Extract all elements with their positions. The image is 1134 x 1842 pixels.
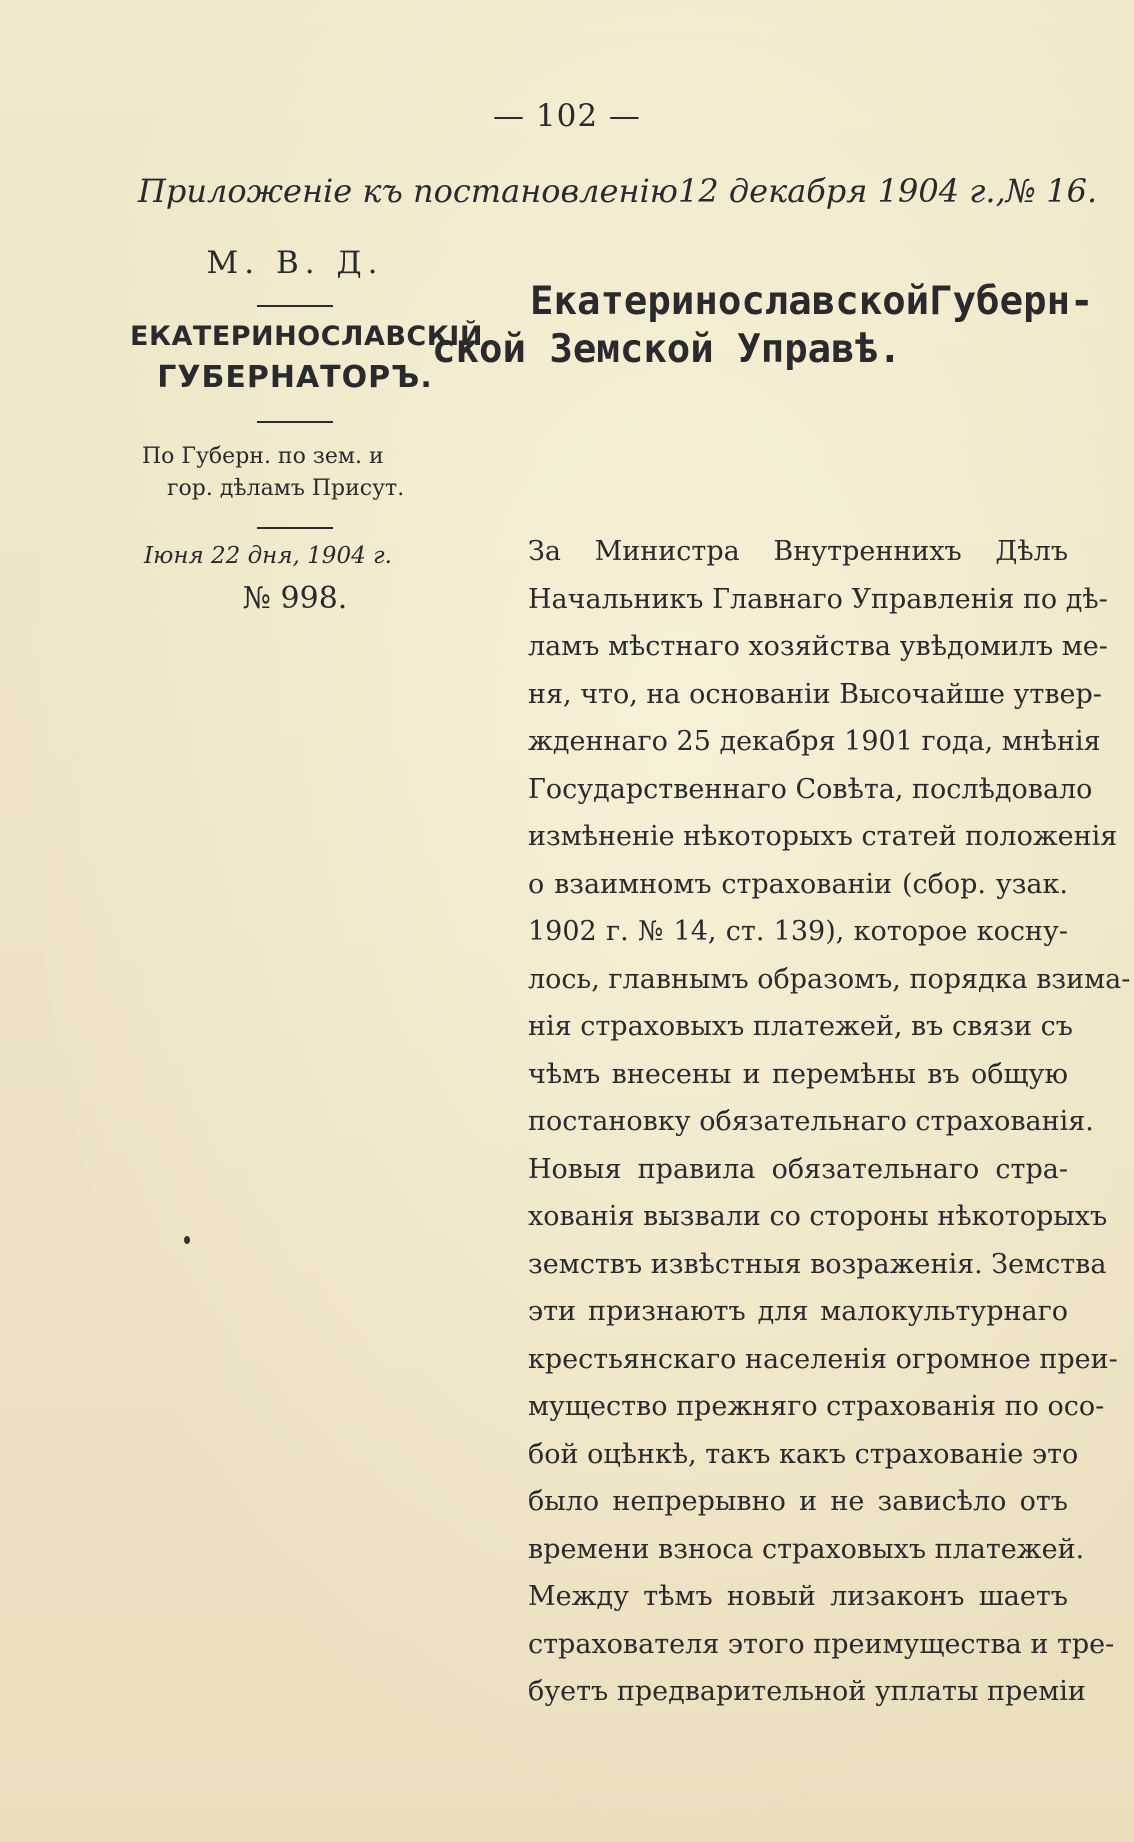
department-line1: По Губерн. по зем. и — [142, 444, 384, 469]
text-line: измѣненіе нѣкоторыхъ статей положенія — [528, 821, 1118, 852]
addressee-line1-b: Губерн- — [929, 279, 1094, 324]
text-line: ня, что, на основаніи Высочайше утвер- — [528, 678, 1102, 710]
ministry-abbrev: М. В. Д. — [206, 245, 384, 281]
text-line: нія страховыхъ платежей, въ связи съ — [528, 1011, 1073, 1042]
text-line: было непрерывно и не зависѣло отъ — [528, 1486, 1068, 1517]
page-number: — 102 — — [493, 98, 641, 134]
divider — [257, 305, 333, 307]
addressee-line2: ской Земской Управѣ. — [432, 327, 902, 372]
paragraph-1 — [452, 528, 1131, 1146]
text-line: лось, главнымъ образомъ, порядка взима- — [528, 963, 1131, 995]
letterhead — [130, 245, 483, 616]
ink-blot — [184, 1236, 190, 1244]
text-line: За Министра Внутреннихъ Дѣлъ — [528, 536, 1068, 567]
appendix-heading — [138, 172, 1098, 210]
text-line: мущество прежняго страхованія по осо- — [528, 1391, 1105, 1422]
text-line: времени взноса страховыхъ платежей. — [528, 1533, 1085, 1565]
text-line: чѣмъ внесены и перемѣны въ общую — [528, 1058, 1068, 1090]
text-line: о взаимномъ страхованіи (сбор. узак. — [528, 868, 1068, 900]
text-line: постановку обязательнаго страхованія. — [528, 1106, 1094, 1137]
text-line: страхователя этого преимущества и тре- — [528, 1628, 1115, 1660]
appendix-number: № 16. — [1005, 172, 1098, 210]
addressee — [432, 278, 1094, 374]
text-line: хованія вызвали со стороны нѣкоторыхъ — [528, 1201, 1108, 1232]
governor-title-line1: ЕКАТЕРИНОСЛАВСКІЙ — [130, 321, 483, 352]
text-line: Начальникъ Главнаго Управленія по дѣ- — [528, 583, 1108, 615]
text-line: эти признаютъ для малокультурнаго — [528, 1296, 1068, 1327]
text-line: земствъ извѣстныя возраженія. Земства — [528, 1248, 1107, 1280]
text-line: Между тѣмъ новый лизаконъ шаетъ — [528, 1581, 1068, 1612]
text-line: буетъ предварительной уплаты преміи — [528, 1676, 1086, 1707]
divider — [257, 527, 333, 529]
text-line: жденнаго 25 декабря 1901 года, мнѣнія — [528, 726, 1101, 757]
divider — [257, 421, 333, 423]
department-line2: гор. дѣламъ Присут. — [167, 476, 405, 501]
governor-title-line2: ГУБЕРНАТОРЪ. — [157, 360, 433, 395]
text-line: крестьянскаго населенія огромное преи- — [528, 1343, 1118, 1375]
text-line: бой оцѣнкѣ, такъ какъ страхованіе это — [528, 1438, 1079, 1470]
text-line: Новыя правила обязательнаго стра- — [528, 1153, 1068, 1185]
letter-body — [452, 528, 1131, 1716]
letter-date: Іюня 22 дня, 1904 г. — [144, 543, 392, 569]
text-line: 1902 г. № 14, ст. 139), которое косну- — [528, 916, 1068, 947]
letter-number: № 998. — [242, 581, 348, 616]
paragraph-2 — [452, 1146, 1118, 1716]
addressee-line1-a: Екатеринославской — [530, 279, 930, 324]
text-line: ламъ мѣстнаго хозяйства увѣдомилъ ме- — [528, 631, 1108, 662]
appendix-date: 12 декабря 1904 г., — [677, 172, 1006, 210]
department — [130, 441, 460, 505]
text-line: Государственнаго Совѣта, послѣдовало — [528, 773, 1093, 805]
addressee-line1 — [442, 278, 1094, 326]
appendix-label: Приложеніе къ постановленію — [138, 172, 678, 210]
